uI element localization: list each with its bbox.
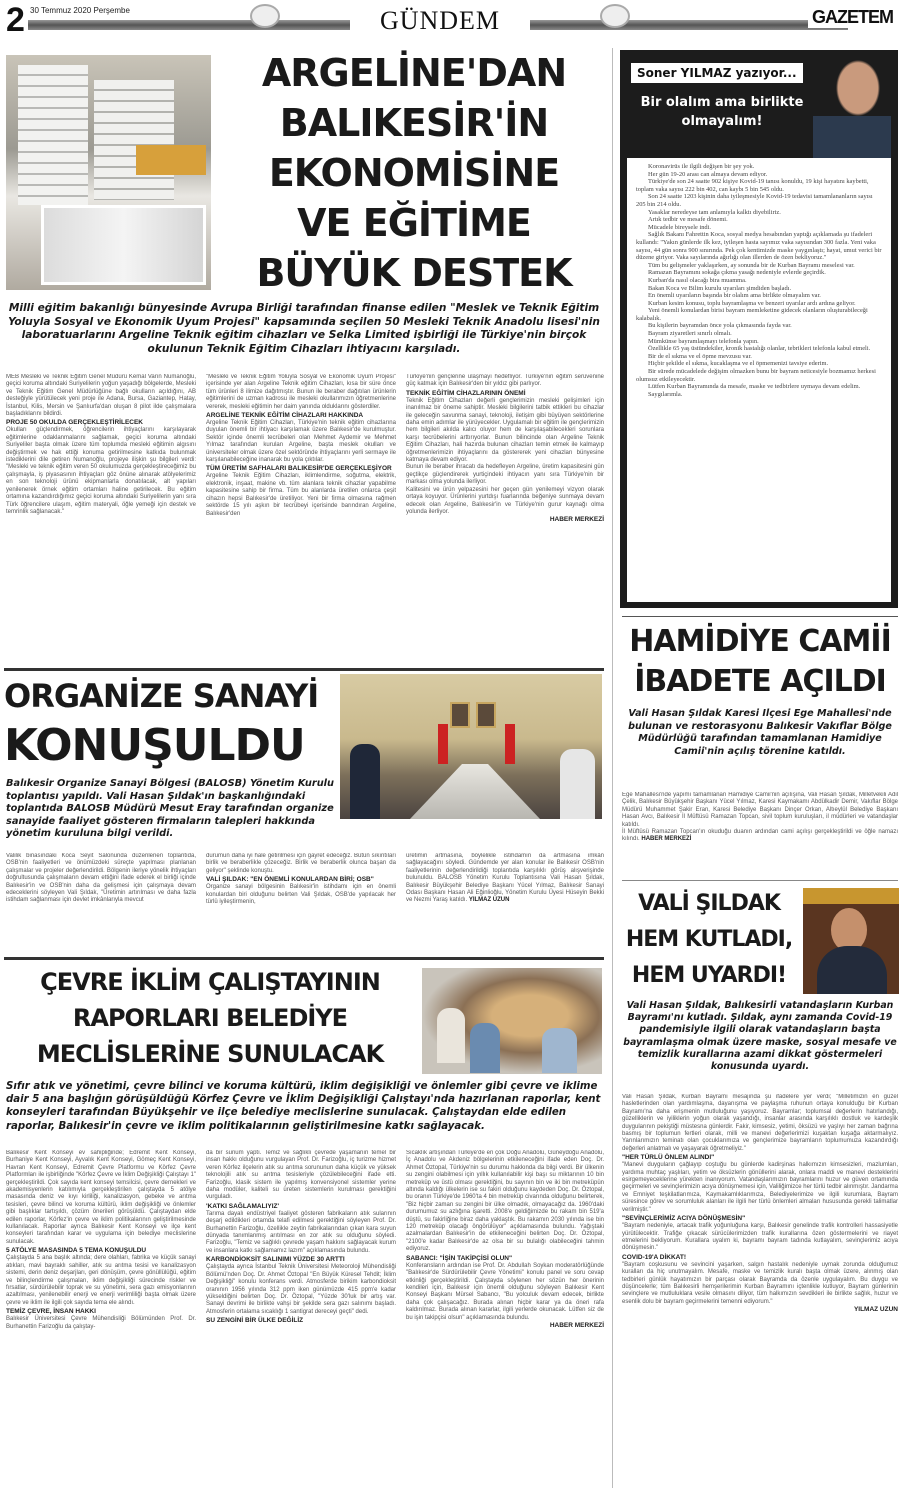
column-paragraph: Bir sürede mücadelede değişim olmazken bunu bir bayram neticesiyle bozmamız herkesi olumsuz etkileyecektir. xyxy=(636,368,876,383)
paragraph: Sıcaklık artışından Türkiye'de en çok Doğu Anadolu, Güneydoğu Anadolu, İç Anadolu ve Akdeniz bölgelerinin etkileneceğini ifade eden Doç. Dr. Ahmet Öztopal, Türkiye'nin su durumu hakkında da bilgi verdi. Bir ülkenin su zengini olabilmesi için yıllık kullanılabilir kişi başı su miktarının 10 bin metreküp ve üstü olması gerektiğini, bu sayının bin ve iki bin metreküpün altında kaldığı ülkelerin ise su fakiri olduğunu kaydeden Doç. Dr. Öztopal, bu oranın Türkiye'de 1960'ta 4 bin metreküp civarında olduğunu belirterek, "Biz hiçbir zaman su zengini bir ülke olmadık, olmayacağız da. 1960'daki durumumuz su azlığına işaretti. 2008'e geldiğimizde bu rakam bin 519'a düştü, su fakirliğine biraz daha yaklaştık. Bu rakamın 2030 yılında ise bin 120 metreküp olacağı öngörülüyor" açıklamasında bulundu. Yağıştaki azalmalardan Balıkesir'in de etkileneceğini belirten Doç. Dr. Öztopal, "2100'e kadar Balıkesir'de az olsa bir su bulalığı olabileceğini tahmin ediyoruz. xyxy=(406,1150,604,1253)
article2-col1 xyxy=(6,853,196,953)
paragraph: durumun daha iyi hale getirilmesi için gayret edeceğiz. Bütün sıkıntıları birlik ve beraberlikle çözeceğiz. Birlik ve beraberlik olunca başarı da geliyor" şeklinde konuştu. xyxy=(206,853,396,874)
article5-body xyxy=(622,1094,898,1496)
article5-headline xyxy=(618,886,800,994)
subheading: 'KATKI SAĞLAMALIYIZ' xyxy=(206,1202,280,1210)
brand-logo: GAZETEM xyxy=(808,6,893,28)
paragraph: Kalitesini ve ürün yelpazesini her geçen gün yenilemeyi vizyon olarak ortaya koyuyor. Ürünlerini yurtdışı fuarlarında beğeniye sunmaya devam edecek olan Argeline, Balıkesir'in ve Türkiye'nin gurur kaynağı olma yolunda ilerliyor. xyxy=(406,486,604,515)
column-paragraph: Özellikle 65 yaş üstündekiler, kronik hastalığı olanlar, tebrikleri telefonla kabul etmeli. xyxy=(648,345,871,353)
subheading: COVID-19'A DİKKAT! xyxy=(622,1253,687,1261)
article4-body xyxy=(622,792,898,876)
column-paragraph: Son 24 saatte 1203 kişinin daha iyileşmesiyle Kovid-19 tedavisi tamamlananların sayısı 205 bin 214 oldu. xyxy=(636,193,873,208)
paragraph: "Bayram nedeniyle, artacak trafik yoğunluğuna karşı, Balıkesir genelinde trafik kontrolleri hassasiyetle yürütülecektir. Trafiğe çıkacak sürücülerimizden trafik kurallarına özen göstermelerini ve riayet etmelerini bekliyorum. Kurallara uyalım ki, bayramı bayram tadında kutlayalım, sevinçlerimiz acıya dönüşmesin." xyxy=(622,1223,898,1252)
headline-line: ARGELİNE'DAN xyxy=(261,51,567,95)
divider xyxy=(4,957,604,960)
subheading: KARBONDİOKSİT SALINIMI YÜZDE 30 ARTTI xyxy=(206,1256,345,1264)
subheading: TEMİZ ÇEVRE, İNSAN HAKKI xyxy=(6,1308,96,1316)
subheading: SABANCI: "İŞİN TAKİPÇİSİ OLUN" xyxy=(406,1254,513,1262)
column-paragraph: En önemli uyarıların başında bir olalım ama birlikte olmayalım var. xyxy=(648,292,821,300)
subheading: VALİ ŞILDAK: "EN ÖNEMLİ KONULARDAN BİRİ; OSB" xyxy=(206,876,374,884)
headline-line: HEM KUTLADI, xyxy=(625,927,793,952)
column-paragraph: Bu kişilerin bayramdan önce yola çıkmasında fayda var. xyxy=(648,322,792,330)
byline: HABER MERKEZİ xyxy=(549,1321,604,1329)
article1-col2 xyxy=(206,374,396,664)
lab-equipment-photo xyxy=(6,55,211,290)
column-paragraph: Lütfen Kurban Bayramında da mesafe, maske ve tedbirlere uymaya devam edelim. xyxy=(648,383,861,391)
article1-deck: Milli eğitim bakanlığı bünyesinde Avrupa Birliği tarafından finanse edilen "Meslek ve Teknik Eğitim Yoluyla Sosyal ve Ekonomik Uyum Projesi" kapsamında seçilen 50 Mesleki Teknik Anadolu lisesi'nin laboratuarlarını Argeline Teknik eğitim cihazları ve Selka Limited işbirliği ile Türkiye'nin birçok okulunun Teknik Eğitim Cihazları ihtiyacını karşıladı. xyxy=(8,302,600,355)
meeting-photo xyxy=(340,674,602,819)
byline: HABER MERKEZİ xyxy=(641,836,692,843)
headline-line: MECLİSLERİNE SUNULACAK xyxy=(36,1040,384,1068)
column-paragraph: Hiçbir şekilde el sıkma, kucaklaşma ve el öpmemenizi tavsiye ederim. xyxy=(648,360,829,368)
paragraph: Teknik Eğitim Cihazları değerli gençlerimizin mesleki gelişimleri için inanılmaz bir öneme sahiptir. Mesleki bilgilerini tatbik ettikleri bu cihazlar ile geleceğin savunma sanayi, teknoloji, iletişim gibi büyüyen sektörlerine daha emin adımlar ile yürüyecekler. Uygulamalı bir eğitim ile gençlerimizin hem bilgileri akılda kalıcı oluyor hem de karşılaşabilecekleri sorunlara karşı tecrübelerini arttırıyorlar. Bunun bilincinde olan Argeline Teknik Eğitim Cihazları, hali hazırda bulunan cihazları temin etmek ile kalmayıp öğretmenlerimizin ihtiyaçlarını da göstererek yeni cihazları bünyesine katmaya devam ediyor. xyxy=(406,397,604,464)
paragraph: Okulları güçlendirmek, öğrencilerin ihtiyaçlarını karşılayarak eğitimlerine odaklanmalarını sağlamak, geçici koruma altındaki Suriyeliler başta olmak üzere tüm toplumda mesleki eğitimin algısını değiştirmek ve hak ettiği konuma getirilmesine katkıda bulunmak istediklerini dile getiren Numanoğlu, projeye ilişkin şu bilgileri verdi: "Mesleki ve teknik eğitim veren 50 okulumuzda gerçekleştireceğimiz bu çalışmayla, iş piyasasının ihtiyaçları göz önüne alınarak atölyelerimiz en son teknoloji ürünü ekipmanlarla donatılacak, alt yapıları yenilenerek örnek eğitim ortamları haline getirilecek. Bu eğitim ortamına kazandırdığımız geçici koruma altındaki Suriyelilerin yanı sıra Türk öğrencilere ulaşım, eğitim materyali, öğle yemeği için destek ve temrinlik sağlanacak." xyxy=(6,427,196,515)
author-photo xyxy=(813,53,891,158)
headline-line: RAPORLARI BELEDİYE xyxy=(72,1004,348,1032)
column-paragraph: Her gün 19-20 arası can almaya devam ediyor. xyxy=(648,170,768,178)
emblem-icon xyxy=(600,4,630,28)
paragraph: "Bayram coşkusunu ve sevincini yaşarken, salgın hastalık nedeniyle uymak zorunda olduğumuz kuralları da hiç unutmayalım. Mesafe, maske ve temizlik kuralı başta olmak üzere, alınmış olan tedbirleri günlük hayatımızın bir parçası olarak Bayramda da özenle uygulayalım. Bu duygu ve düşüncelerle; tüm Balıkesirli hemşerilerimin Kurban Bayramını içtenlikle kutluyor, Bayram günlerinin sevinçlere ve mutluluklara vesile olmasını diliyor, tüm halkımızın sevdikleri ile birlikte sağlık, huzur ve esenlik dolu bir bayram geçirmelerini temenni ediyorum." xyxy=(622,1261,898,1305)
column-divider xyxy=(612,48,613,1488)
headline-line: EKONOMİSİNE xyxy=(268,151,560,195)
column-paragraph: Kurban kesim konusu, toplu bayramlaşma ve benzeri uyarılar ardı ardına geliyor. xyxy=(648,299,856,307)
column-paragraph: Saygılarımla. xyxy=(648,390,683,398)
article2-col2 xyxy=(206,853,396,953)
paragraph: Organize sanayi bölgesinin Balıkesir'in istihdamı için en önemli konulardan biri olduğunu belirten Vali Şıldak, OSB'de yapılacak her türlü iyileştirmenin, xyxy=(206,884,396,906)
emblem-icon xyxy=(250,4,280,28)
column-paragraph: Mücadele bireysele indi. xyxy=(648,223,711,231)
column-paragraph: Artık tedbir ve mesafe dönemi. xyxy=(648,216,728,224)
paragraph xyxy=(622,829,898,844)
article2-deck: Balıkesir Organize Sanayi Bölgesi (BALOSB) Yönetim Kurulu toplantısı yapıldı. Vali Hasan Şıldak'ın başkanlığındaki toplantıda BALOSB Müdürü Mesut Eray tarafından organize sanayide faaliyet gösteren firmaların talepleri hakkında yönetim kuruluna bilgi verildi. xyxy=(6,778,334,840)
headline-line: ORGANİZE SANAYİ xyxy=(4,677,319,715)
column-body xyxy=(627,158,891,602)
column-paragraph: Koronavirüs ile ilgili değişen bir şey yok. xyxy=(648,163,755,170)
column-paragraph: Tüm bu gelişmeler yaklaşırken, ay sonunda bir de Kurban Bayramı meselesi var. xyxy=(648,261,855,269)
article3-col2 xyxy=(206,1150,396,1496)
subheading: SU ZENGİNİ BİR ÜLKE DEĞİLİZ xyxy=(206,1317,304,1325)
opinion-column xyxy=(620,50,898,608)
headline-line: HEM UYARDI! xyxy=(631,963,787,988)
subheading: PROJE 50 OKULDA GERÇEKLEŞTİRİLECEK xyxy=(6,419,144,427)
headline-line: BÜYÜK DESTEK xyxy=(256,251,572,295)
issue-date: 30 Temmuz 2020 Perşembe xyxy=(30,6,130,15)
paragraph: "Mesleki ve Teknik Eğitim Yoluyla Sosyal ve Ekonomik Uyum Projesi" içerisinde yer alan Argeline Teknik eğitim Cihazları, kısa bir süre önce tüm ürünleri 8 ilimize dağıtmıştır. Bunun ile beraber dağıtılan ürünlerin eğitimlerini de uzman kadrosu ile mesleki okullarımızın öğretmenlerine vererek, mesleki eğitimin her daim yanında olduklarını gösterdiler. xyxy=(206,374,396,410)
paragraph-text: üretimin artmasına, böylelikle istihdamın da artmasına imkân sağlayacağını söyledi. Gündemde yer alan konular ile Balıkesir OSB'nin faaliyetlerinin değerlendirildiği toplantıda karşılıklı görüş alışverişinde bulunuldu. BALOSB Yönetim Kurulu Toplantısına Vali Hasan Şıldak, Balıkesir Büyükşehir Belediye Başkanı Yücel Yılmaz, Balıkesir Sanayi Odası Başkanı Hasan Ali Eğinlioğlu, Yönetim Kurulu Üyesi Hüseyin Bekki ve Nezmi Yaraş katıldı. xyxy=(406,853,604,904)
paragraph: Çalıştayda ayrıca İstanbul Teknik Üniversitesi Meteoroloji Mühendisliği Bölümü'nden Doç. Dr. Ahmet Öztopal "En Büyük Küresel Tehdit; İklim Değişikliği" konulu konferans verdi. Atmosferde birikim karbondioksit oranının 1956 yılında 312 ppm iken günümüzde 415 ppm'e kadar yükseldiğini belirten Doç. Dr. Öztopal, "Yüzde 30'luk bir artış var. Sanayi devrimi ile birlikte vahşi bir şekilde sera gazı salınımı başladı. Atmosferin ortalama sıcaklığı 1 santigrat dereceyi geçti" dedi. xyxy=(206,1264,396,1315)
column-title: Bir olalım ama birlikte olmayalım! xyxy=(640,95,804,129)
subheading: "HER TÜRLÜ ÖNLEM ALINDI" xyxy=(622,1154,715,1162)
headline-line: KONUŞULDU xyxy=(4,720,305,771)
byline: HABER MERKEZİ xyxy=(549,516,604,524)
masthead xyxy=(0,0,905,40)
divider xyxy=(4,668,604,671)
column-paragraph: Yeni önemli konulardan birisi bayram memleketine gidecek olanların oluşturabileceği kalabalık. xyxy=(636,307,868,322)
paragraph-text: İl Müftüsü Ramazan Topcan'ın okuduğu duanın ardından cami açılışı gerçekleştirildi ve öğle namazı kılındı. xyxy=(622,829,898,843)
article4-headline xyxy=(620,622,900,702)
paragraph: Balıkesir Üniversitesi Çevre Mühendisliği Bölümünden Prof. Dr. Burhanettin Farizoğlu da çalıştay- xyxy=(6,1316,196,1330)
paragraph: MEB Mesleki ve Teknik Eğitim Genel Müdürü Kemal Varın Numanoğlu, geçici koruma altındaki Suriyelilerin yoğun yaşadığı bölgelerde, Mesleki ve Teknik Eğitim Genel Müdürlüğüne bağlı okulların açıldığını, AB desteğiyle yürütülecek yeni proje ile Adana, Bursa, Gaziantep, Hatay, İstanbul, Kilis, Mersin ve Şanlıurfa'dan oluşan 8 pilot ilde çalışmalara başladıklarını bildirdi. xyxy=(6,374,196,418)
article4-deck: Vali Hasan Şıldak Karesi İlçesi Ege Mahallesi'nde bulunan ve restorasyonu Balıkesir Vakıflar Bölge Müdürlüğü tarafından tamamlanan Hamidiye Camii'nin açılış törenine katıldı. xyxy=(628,708,892,757)
byline: YILMAZ UZUN xyxy=(468,897,510,904)
headline-line: İBADETE AÇILDI xyxy=(634,664,886,699)
subheading: TEKNİK EĞİTİM CİHAZLARININ ÖNEMİ xyxy=(406,389,526,397)
byline: YILMAZ UZUN xyxy=(853,1306,898,1314)
governor-photo xyxy=(803,888,899,994)
paragraph: Bunun ile beraber ihracatı da hedefleyen Argeline, üretim kapasitesini gün geçtikçe güçlendirerek yurtiçindeki ihtiyacın yanı sıra Türkiye'nin bir markası olma yolunda ilerliyor. xyxy=(406,464,604,486)
column-paragraph: Sağlık Bakanı Fahrettin Koca, sosyal medya hesabından yaptığı açıklamada şu ifadeleri kullandı: "Yakın günlerde ilk kez, iyileşen hasta sayımız vaka sayısından 300 fazla. Yeni vaka sayısı, 44 gün sonra 900 sınırında. Pek çok kentimizde maske yaygınlaştı; hayat, umut verici bir düzene giriyor. Vaka sayılarında ağırlığı olan illerden de özen bekliyoruz." xyxy=(636,231,882,262)
column-paragraph: Bakan Koca ve Bilim kurulu uyarıları şimdiden başladı. xyxy=(648,284,792,292)
article5-deck: Vali Hasan Şıldak, Balıkesirli vatandaşların Kurban Bayramı'nı kutladı. Şıldak, aynı zamanda Covid-19 pandemisiyle ilgili olarak vatandaşların başta bayramlaşma olmak üzere maske, sosyal mesafe ve temizlik kurallarına azami dikkat göstermeleri konusunda uyardı. xyxy=(623,1000,897,1073)
column-author: Soner YILMAZ yazıyor... xyxy=(631,63,803,83)
paragraph: Vali Hasan Şıldak, Kurban Bayramı mesajında şu ifadelere yer verdi; "Milletimizin en güzel hasletlerinden olan yardımlaşma, dayanışma ve paylaşma ruhunun ortaya konulduğu bir Kurban Bayramı'na daha erişmenin mutluluğunu yaşıyoruz. Bayramlar; toplumsal değerlerin hatırlandığı, güzelliklerin ve iyiliklerin yoğun olarak yaşandığı, insanlar arasında karşılıklı dostluk ve kardeşlik duygularının pekiştiği müstesna günlerdir. Fakir, kimsesiz, yetimi, öksüzü ve yaşlıyı her zaman bağrına basmış bir toplumun fertleri olarak, milli ve manevi değerlerimizi kuşaktan kuşağa aktarmalıyız. Yarınlarımızın teminatı olan çocuklarımıza ve gençlerimize bayramların toplumumuza kazandırdığı değerleri anlatmalı ve yaşayarak öğretmeliyiz." xyxy=(622,1094,898,1152)
paragraph: da bir sunum yaptı. Temiz ve sağlıklı çevrede yaşamanın temel bir insan hakkı olduğunu vurgulayan Prof. Dr. Farizoğlu, iç turizme hizmet veren Körfez ilçelerin atık su arıtma sorununun daha küçük ve yüksek teknolojili atık su arıtma tesisleriyle çözülebileceğini ifade etti. Farizoğlu, klasik sistem ile yapılmış konvensiyonel sistemler yerine daha modüler, kaliteli su üreten sistemlerin kurulması gerektiğini vurguladı. xyxy=(206,1150,396,1201)
headline-line: BALIKESİR'İN xyxy=(279,101,549,145)
column-paragraph: Türkiye'de son 24 saatte 902 kişiye Kovid-19 tanısı konuldu, 19 kişi hayatını kaybetti, toplam vaka sayısı 222 bin 402, can kaybı 5 bin 545 oldu. xyxy=(636,178,869,193)
column-header xyxy=(623,53,895,158)
paragraph: Balıkesir Kent Konseyi ev sahipliğinde; Edremit Kent Konseyi, Burhaniye Kent Konseyi, Ayvalık Kent Konseyi, Gömeç Kent Konseyi, Havran Kent Konseyi, Edremit Çevre Platformu ve Körfez Çevre Platformları ile işbirliğinde "Körfez Çevre ve İklim Değişikliği Çalıştayı 1" gerçekleştirildi. Çok sayıda kent konseyi temsilcisi, çevre dernekleri ve akademisyenlerin katılımıyla gerçekleştirilen çalıştayda 5 atölye masasında deniz ve kıyı kirliliği, kanalizasyon, gebeke ve arıtma tesisleri, çevre bilinci ve koruma kültürü, iklim değişikliği ve önlemler gibi başlıklar tartışıldı, çözüm önerileri görüşüldü. Çalıştaydan elde edilen raporlar, Körfez'in çevre ve iklim politikalarının geliştirilmesinde kullanılacak. Raporlar ayrıca Balıkesir Kent Konseyi ve ilçe kent konseyleri tarafından karar ve uygulama için belediye meclislerine sunulacak. xyxy=(6,1150,196,1245)
section-title: GÜNDEM xyxy=(350,6,530,36)
subheading: 5 ATÖLYE MASASINDA 5 TEMA KONUŞULDU xyxy=(6,1247,147,1255)
paragraph: Türkiye'nin gençlerine ulaşmayı hedefliyor. Türkiye'nin eğitim serüvenine güç katmak için Balıkesir'den bir yıldız gibi parlıyor. xyxy=(406,374,604,388)
article3-col3 xyxy=(406,1150,604,1496)
column-paragraph: Kurban'da nasıl olacağı bira muamma. xyxy=(648,276,747,284)
headline-line: HAMİDİYE CAMİİ xyxy=(629,624,891,659)
headline-line: ÇEVRE İKLİM ÇALIŞTAYININ xyxy=(40,968,380,996)
article1-col3 xyxy=(406,374,604,664)
paragraph: "Manevi duyguların çağlayıp coştuğu bu günlerde kadirşinas halkımızın kimsesizleri, mazlumları, yardıma muhtaç yaşlıları, yetim ve öksüzlerin gönüllerini alarak, onlara maddi ve manevi desteklerini esirgemeyeceklerine yürekten inanıyorum. Vatandaşlarımızın bayramlarını huzur ve güven ortamında geçirmeleri ve sevinçlerimizin acıya dönüşmemesi için, Valiliğimizce her türlü tedbir alınmıştır. Jandarma ve Emniyet teşkilatlarımıza, Kaymakamlıklarımıza, Belediyelerimize ve ilgili kurumlara, Bayram süresince görev ve sorumluluk alanları ile ilgili her türlü önlemleri almaları hususunda gerekli talimatlar verilmiştir." xyxy=(622,1162,898,1213)
paragraph: Konferansların ardından ise Prof. Dr. Abdullah Soykan moderatörlüğünde "Balıkesir'de Sürdürülebilir Çevre Yönetimi" konulu panel ve soru cevap etkinliği gerçekleştirildi. Çalıştayda söylenen her sözün her önerinin kendileri için, Balıkesir için önemli olduğunu söyleyen Balıkesir Kent Konseyi Başkanı Mürsel Sabancı, "Bu yolculuk devam edecek, birlikte daha çok çalışacağız. Burada alınan hiçbir karar ya da öneri rafa kaldırılmaz. Burada alınan kararlar, ilgili yerlerde okunacak. Lütfen siz de bu işin takipçisi olsun" açıklamasında bulundu. xyxy=(406,1262,604,1321)
paragraph: Ege Mahallesi'nde yapımı tamamlanan Hamidiye Camii'nin açılışına, Vali Hasan Şıldak, Milletvekili Adil Çelik, Balıkesir Büyükşehir Başkanı Yücel Yılmaz, Karesi Kaymakamı Abdülkadir Demir, Vakıflar Bölge Müdürü Muhammet Şakir Eran, Karesi Belediye Başkanı Dinçer Orkan, Altıeylül Belediye Başkanı Hasan Avcı, Balıkesir İl Müftüsü Ramazan Topcan, sivil toplum kuruluşları, il müdürleri ve vatandaşlar katıldı. xyxy=(622,792,898,828)
headline-line: VALİ ŞILDAK xyxy=(638,891,780,916)
column-paragraph: Mümkünse bayramlaşmayı telefonla yapın. xyxy=(648,337,759,345)
subheading: "SEVİNÇLERİMİZ ACIYA DÖNÜŞMESİN" xyxy=(622,1215,746,1223)
column-paragraph: Ramazan Bayramını sokağa çıkma yasağı nedeniyle evlerde geçirdik. xyxy=(648,269,826,277)
column-paragraph: Bir de el sıkma ve el öpme mevzusu var. xyxy=(648,352,752,360)
subheading: ARGELİNE TEKNİK EĞİTİM CİHAZLARI HAKKINDA xyxy=(206,412,364,420)
article1-col1 xyxy=(6,374,196,664)
article1-headline xyxy=(220,48,608,298)
article2-col3 xyxy=(406,853,604,953)
article3-deck: Sıfır atık ve yönetimi, çevre bilinci ve koruma kültürü, iklim değişikliği ve önlemler gibi çevre ve iklime dair 5 ana başlığın görüşüldüğü Körfez Çevre ve İklim Değişikliği Çalıştayı'nda hazırlanan raporlar, kent konseyleri tarafından Büyükşehir ve ilçe belediye meclislerine sunulacak. Çalıştaydan elde edilen raporlar, Balıkesir'in çevre ve iklim politikalarının geliştirilmesine katkı sağlayacak. xyxy=(6,1081,601,1132)
divider xyxy=(622,880,898,881)
column-paragraph: Yasaklar neredeyse tam anlamıyla kalktı diyebiliriz. xyxy=(648,208,781,216)
article3-col1 xyxy=(6,1150,196,1496)
paragraph: Argeline Teknik Eğitim Cihazları, iklimlendirme, soğutma, elektrik, elektronik, inşaat, makine vb. tüm alanlara teknik cihazlar yapabilme kapasitesine sahip bir firma. Tüm bu alanlarda üretilen onlarca çeşit cihazın hepsi Balıkesir'de üretiliyor. Yeni bir firma olmasına rağmen sektörde 15 yılı aşkın bir tecrübeyi içerisinde barındıran Argeline, Balıkesir'den xyxy=(206,473,396,517)
workshop-photo xyxy=(422,968,602,1074)
article3-headline xyxy=(4,964,416,1072)
paragraph: Valilik binasındaki Koca Seyit Salonunda düzenlenen toplantıda, OSB'nin faaliyetleri ve önümüzdeki süreçte yapılması planlanan çalışmalar ve projeler değerlendirildi. Bölgenin ileriye yönelik ihtiyaçları doğrultusunda çalışmaların devam ettiğini ifade ederek el birliği içinde Balıkesir'in ve OSB'nin daha da gelişmesi için çalışmaya devam edeceklerini söyleyen Vali Şıldak, "Üretimin artırılması ve daha fazla istihdam sağlanması için devlet imkânlarıyla mevcut xyxy=(6,853,196,904)
column-paragraph: Bayram ziyaretleri sınırlı olmalı. xyxy=(648,330,732,338)
paragraph: Çalıştayda 5 ana başlık altında; dere olahları, fabrika ve küçük sanayi atıkları, mavi bayraklı sahiller, atık su arıtma tesisi ve kanalizasyon sistemi, derin deniz deşarjları, geri dönüşüm, çevre gönüllülüğü, eğitim ve bilinçlendirme çalışmaları, iklim değişikliği sürecinde riskler ve fırsatlar, sürdürülebilir toprak ve su yönetimi, sera gazı emisyonlarının azaltılması, yenilenebilir enerji ve enerji verimliliği başta olmak üzere çevre ve iklim ile ilgili çok sayıda tema ele alındı. xyxy=(6,1255,196,1306)
subheading: TÜM ÜRETİM SAFHALARI BALIKESİR'DE GERÇEKLEŞİYOR xyxy=(206,465,392,473)
article2-headline xyxy=(4,674,332,774)
paragraph: Tarıma dayalı endüstriyel faaliyet gösteren fabrikaların atık sularının deşarj edildikleri ortamda telafi edilmesi gerektiğini söyleyen Prof. Dr. Burhanettin Farizoğlu, özellikle zeytin fabrikalarından çıkan kara suyun dünyada tanımlanmış arıtılması en zor atık su olduğunu söyledi. Farizoğlu, "Temiz ve sağlıklı çevrede yaşam hakkını sağlayacak kurum ve insanlara katkı sağlamamız lazım" açıklamasında bulundu. xyxy=(206,1210,396,1254)
page-number: 2 xyxy=(6,1,25,39)
paragraph: Argeline Teknik Eğitim Cihazları, Türkiye'nin teknik eğitim cihazlarına duyulan önemli bir ihtiyacı karşılamak üzere Balıkesir'de kurulmuştur. Sektör içinde önemli tecrübeleri olan Mehmet Aydemir ve Mehmet Yılmaz tarafından kurulan Argeline, başta meslek okulları ve üniversiteler olmak üzere özel sektöründe ihtiyaçlarını yerli sermaye ile karşılanabileceğine inanarak bu yola çıktılar. xyxy=(206,420,396,464)
divider xyxy=(622,616,898,617)
headline-line: VE EĞİTİME xyxy=(297,201,531,245)
